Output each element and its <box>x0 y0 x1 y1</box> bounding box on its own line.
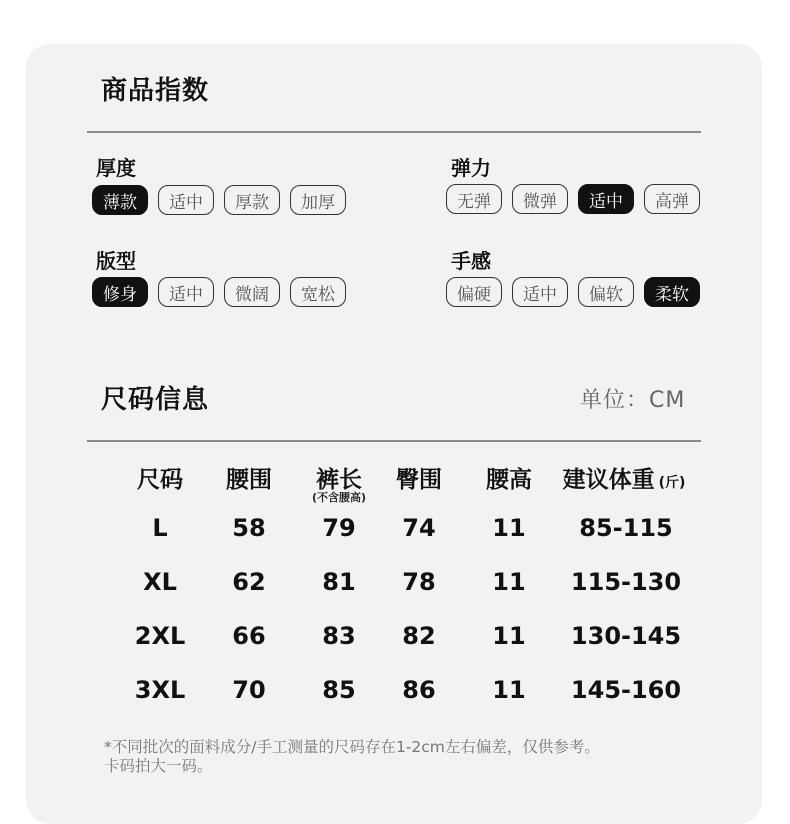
option-tag: 微阔 <box>224 277 280 307</box>
cell-size: XL <box>143 568 177 596</box>
size-title: 尺码信息 <box>101 385 210 415</box>
header-length: 裤长 <box>316 467 362 493</box>
cell-hip: 82 <box>402 622 436 650</box>
cell-weight: 115-130 <box>570 568 682 596</box>
option-tag-selected: 修身 <box>92 277 148 307</box>
group-label: 弹力 <box>451 156 491 180</box>
header-waist-height: 腰高 <box>486 467 532 493</box>
cell-length: 85 <box>322 676 356 704</box>
cell-waist-height: 11 <box>492 568 526 596</box>
option-group <box>92 185 346 215</box>
option-tag: 适中 <box>512 277 568 307</box>
header-weight-label: 建议体重 <box>562 467 655 493</box>
cell-weight: 145-160 <box>570 676 682 704</box>
cell-weight: 85-115 <box>579 514 673 542</box>
group-label: 厚度 <box>96 156 136 180</box>
header-length-note: (不含腰高) <box>311 491 367 504</box>
cell-waist: 66 <box>232 622 266 650</box>
cell-hip: 78 <box>402 568 436 596</box>
cell-waist-height: 11 <box>492 622 526 650</box>
option-tag: 厚款 <box>224 185 280 215</box>
footnote-line-2: 卡码拍大一码。 <box>104 757 213 775</box>
footnote <box>104 738 724 776</box>
option-tag: 微弹 <box>512 184 568 214</box>
option-tag: 宽松 <box>290 277 346 307</box>
group-label: 手感 <box>451 249 491 273</box>
option-group <box>92 277 346 307</box>
option-tag-selected: 适中 <box>578 184 634 214</box>
header-hip: 臀围 <box>396 467 442 493</box>
option-tag: 加厚 <box>290 185 346 215</box>
header-weight <box>563 461 686 494</box>
option-tag: 高弹 <box>644 184 700 214</box>
cell-size: L <box>152 514 168 542</box>
unit-label: 单位：CM <box>580 388 686 413</box>
option-tag: 偏软 <box>578 277 634 307</box>
cell-size: 2XL <box>134 622 186 650</box>
cell-weight: 130-145 <box>570 622 682 650</box>
cell-waist: 58 <box>232 514 266 542</box>
header-waist: 腰围 <box>226 467 272 493</box>
cell-length: 83 <box>322 622 356 650</box>
option-tag: 适中 <box>158 277 214 307</box>
cell-hip: 86 <box>402 676 436 704</box>
option-group <box>446 184 700 214</box>
cell-length: 81 <box>322 568 356 596</box>
cell-waist-height: 11 <box>492 676 526 704</box>
cell-waist: 70 <box>232 676 266 704</box>
option-tag: 偏硬 <box>446 277 502 307</box>
index-title: 商品指数 <box>101 76 210 106</box>
option-tag-selected: 薄款 <box>92 185 148 215</box>
cell-length: 79 <box>322 514 356 542</box>
option-tag: 适中 <box>158 185 214 215</box>
info-card <box>26 44 762 824</box>
cell-waist: 62 <box>232 568 266 596</box>
header-size: 尺码 <box>137 467 183 493</box>
option-tag: 无弹 <box>446 184 502 214</box>
cell-size: 3XL <box>134 676 186 704</box>
group-label: 版型 <box>96 249 136 273</box>
cell-waist-height: 11 <box>492 514 526 542</box>
cell-hip: 74 <box>402 514 436 542</box>
footnote-line-1: *不同批次的面料成分/手工测量的尺码存在1-2cm左右偏差，仅供参考。 <box>104 738 600 756</box>
index-divider <box>87 131 701 133</box>
size-divider <box>87 440 701 442</box>
option-group <box>446 277 700 307</box>
header-weight-unit: (斤) <box>658 475 686 491</box>
option-tag-selected: 柔软 <box>644 277 700 307</box>
